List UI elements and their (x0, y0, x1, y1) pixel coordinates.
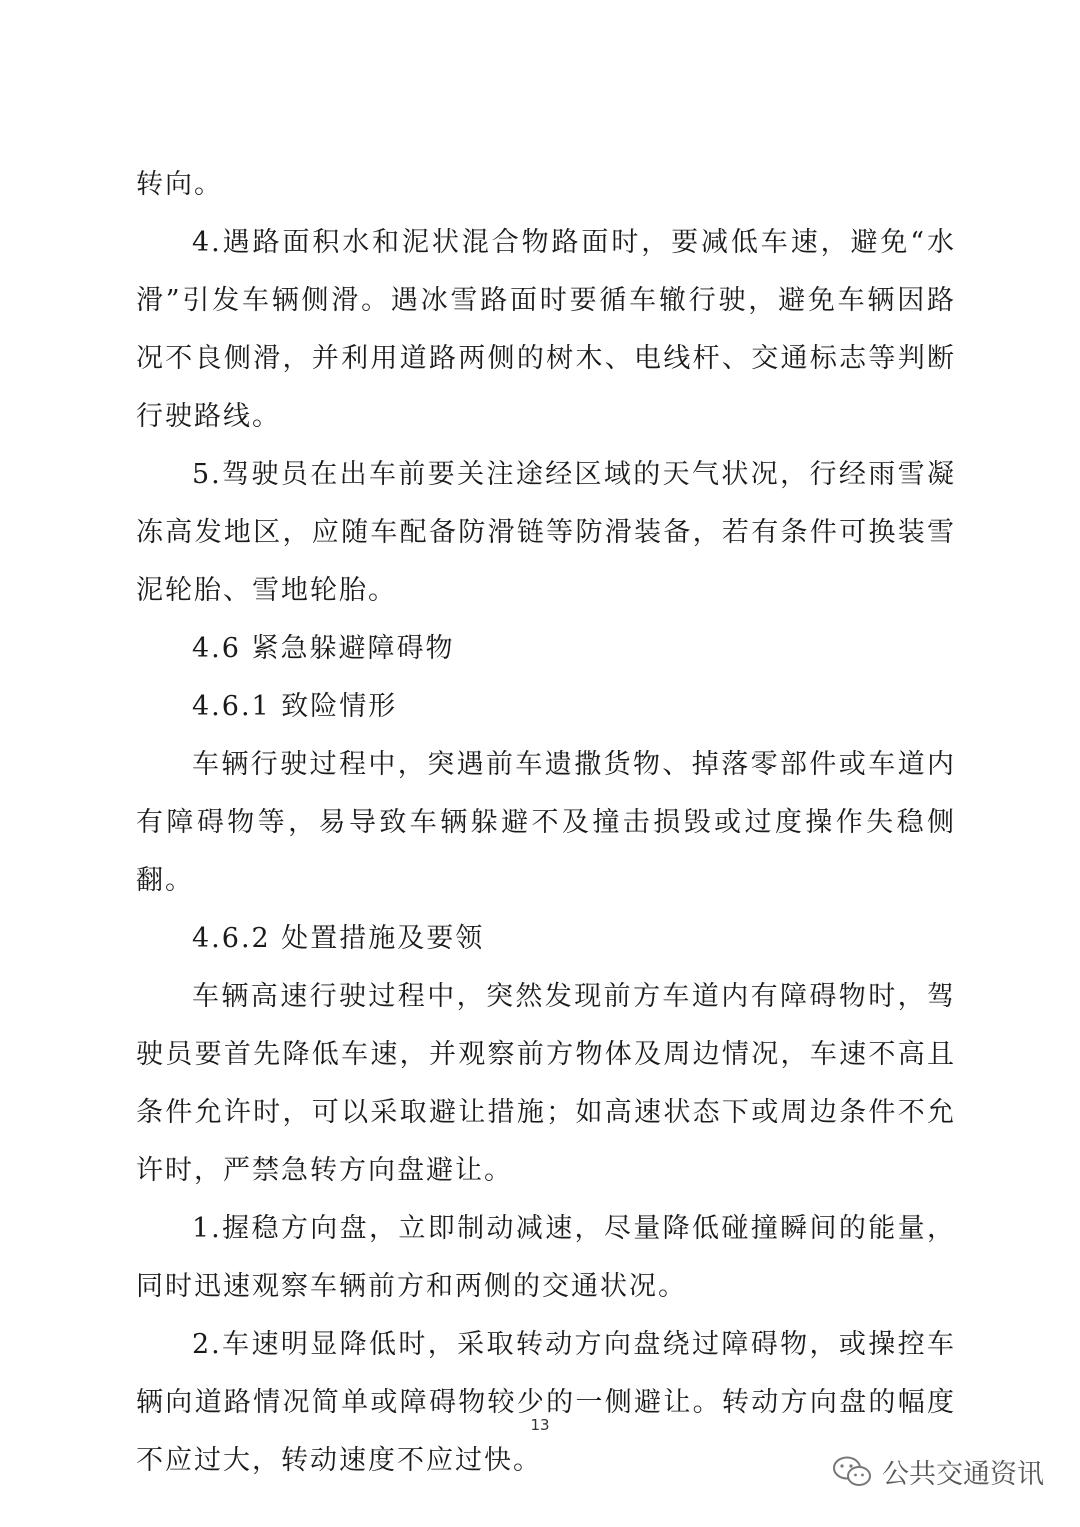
section-heading: 4.6 紧急躲避障碍物 (192, 633, 455, 664)
paragraph: 1.握稳方向盘，立即制动减速，尽量降低碰撞瞬间的能量，同时迅速观察车辆前方和两侧的交通状况。 (136, 1213, 956, 1302)
paragraph: 车辆高速行驶过程中，突然发现前方车道内有障碍物时，驾驶员要首先降低车速，并观察前方物体及周边情况，车速不高且条件允许时，可以采取避让措施；如高速状态下或周边条件不允许时，严禁急转方向盘避让。 (136, 981, 956, 1186)
paragraph: 4.遇路面积水和泥状混合物路面时，要减低车速，避免“水滑”引发车辆侧滑。遇冰雪路面时要循车辙行驶，避免车辆因路况不良侧滑，并利用道路两侧的树木、电线杆、交通标志等判断行驶路线。 (136, 227, 956, 432)
section-heading: 4.6.2 处置措施及要领 (192, 923, 485, 954)
watermark (832, 1452, 1044, 1491)
wechat-icon (832, 1455, 872, 1489)
paragraph: 2.车速明显降低时，采取转动方向盘绕过障碍物，或操控车辆向道路情况简单或障碍物较少的一侧避让。转动方向盘的幅度不应过大，转动速度不应过快。 (136, 1329, 956, 1476)
document-body (136, 156, 956, 1490)
watermark-text: 公共交通资讯 (882, 1459, 1044, 1490)
section-heading: 4.6.1 致险情形 (192, 691, 398, 722)
paragraph: 5.驾驶员在出车前要关注途经区域的天气状况，行经雨雪凝冻高发地区，应随车配备防滑链等防滑装备，若有条件可换装雪泥轮胎、雪地轮胎。 (136, 459, 956, 606)
paragraph: 转向。 (136, 169, 223, 200)
page-number: 13 (530, 1416, 550, 1434)
paragraph: 车辆行驶过程中，突遇前车遗撒货物、掉落零部件或车道内有障碍物等，易导致车辆躲避不及撞击损毁或过度操作失稳侧翻。 (136, 749, 956, 896)
